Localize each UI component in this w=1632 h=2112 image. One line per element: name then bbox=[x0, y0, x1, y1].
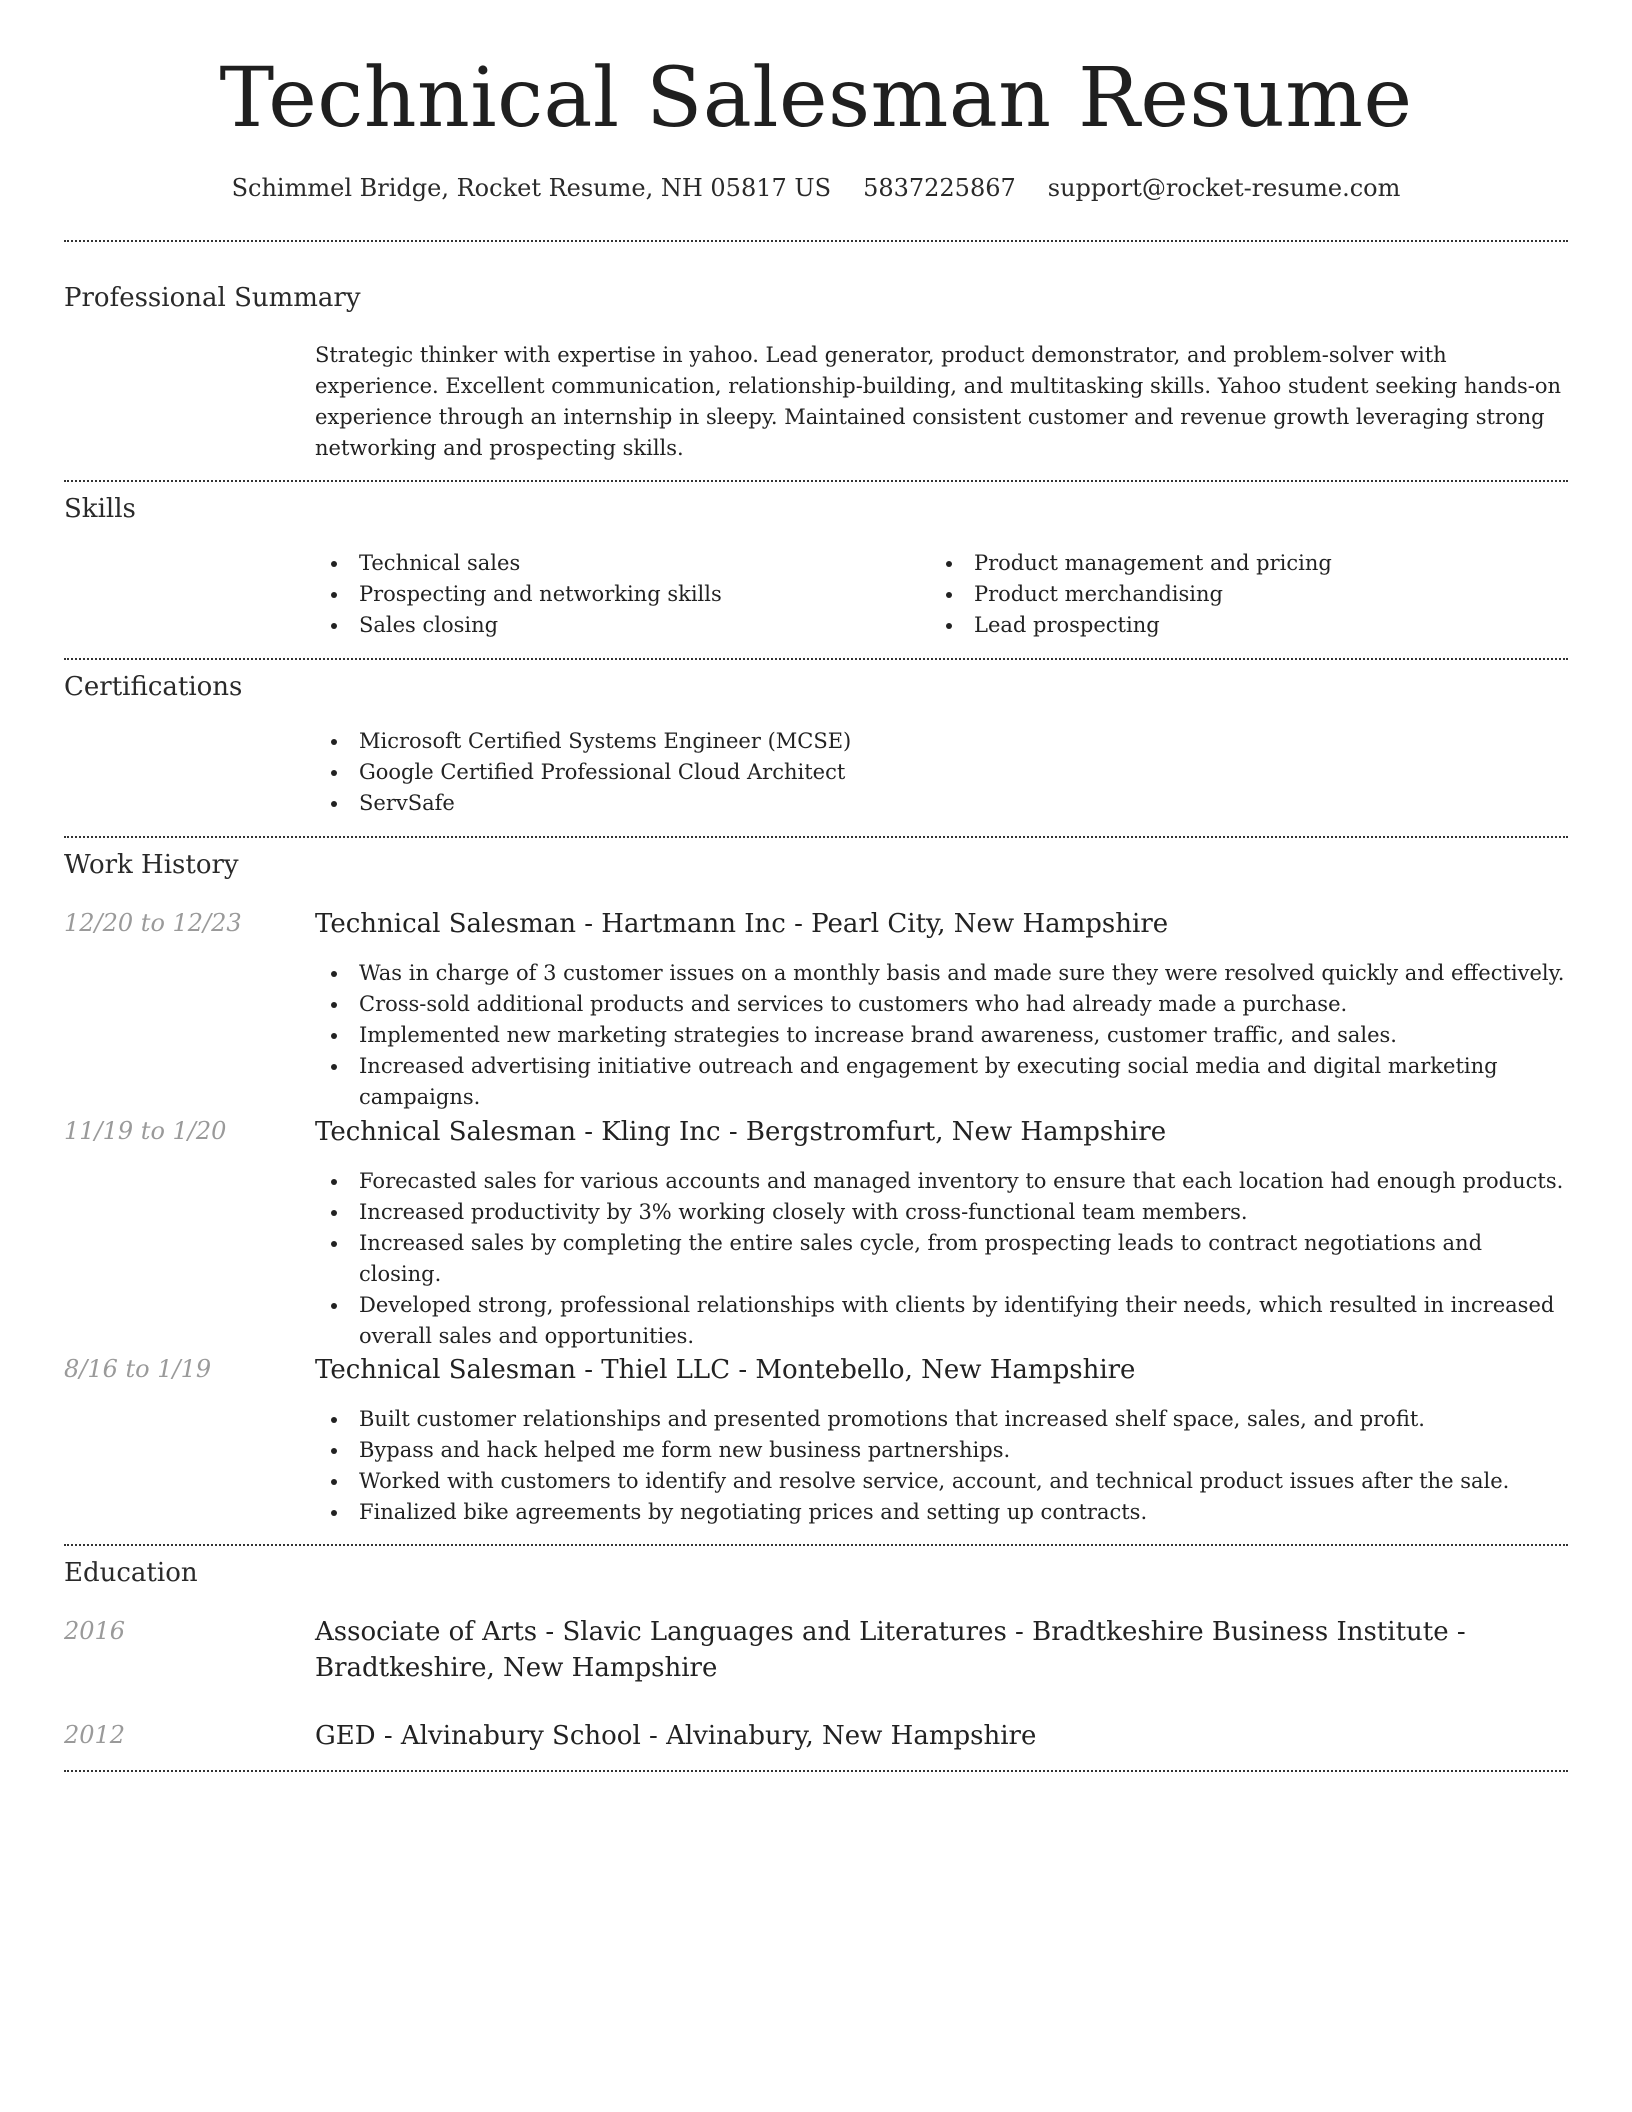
education-heading: Education bbox=[64, 1558, 198, 1588]
job-bullet: Was in charge of 3 customer issues on a monthly basis and made sure they were resolved quickly and effectively. bbox=[315, 958, 1568, 989]
job-bullet: Forecasted sales for various accounts and managed inventory to ensure that each location had enough products. bbox=[315, 1166, 1568, 1197]
job-dates: 11/19 to 1/20 bbox=[64, 1117, 227, 1145]
section-divider bbox=[64, 1544, 1568, 1546]
job-title: Technical Salesman - Thiel LLC - Montebello, New Hampshire bbox=[315, 1355, 1136, 1385]
section-divider bbox=[64, 480, 1568, 482]
education-title: Associate of Arts - Slavic Languages and Literatures - Bradtkeshire Business Institute - Bradtkeshire, New Hampshire bbox=[315, 1617, 1466, 1683]
skills-column-right bbox=[930, 548, 1545, 641]
contact-address: Schimmel Bridge, Rocket Resume, NH 05817 US bbox=[231, 174, 832, 202]
job-title: Technical Salesman - Kling Inc - Bergstromfurt, New Hampshire bbox=[315, 1117, 1167, 1147]
job-bullet: Increased productivity by 3% working closely with cross-functional team members. bbox=[315, 1197, 1568, 1228]
certifications-heading: Certifications bbox=[64, 672, 243, 702]
section-divider bbox=[64, 240, 1568, 242]
contact-email: support@rocket-resume.com bbox=[1047, 174, 1401, 202]
section-divider bbox=[64, 836, 1568, 838]
skill-item: Lead prospecting bbox=[930, 610, 1545, 641]
job-title: Technical Salesman - Hartmann Inc - Pearl City, New Hampshire bbox=[315, 909, 1169, 939]
resume-title: Technical Salesman Resume bbox=[219, 51, 1413, 146]
job-bullet: Increased advertising initiative outreach and engagement by executing social media and digital marketing campaigns. bbox=[315, 1051, 1568, 1113]
job-bullets bbox=[315, 1166, 1568, 1352]
job-bullet: Developed strong, professional relationships with clients by identifying their needs, which resulted in increased overall sales and opportunities. bbox=[315, 1290, 1568, 1352]
skill-item: Prospecting and networking skills bbox=[315, 579, 930, 610]
education-year: 2012 bbox=[64, 1721, 126, 1749]
job-bullet: Bypass and hack helped me form new business partnerships. bbox=[315, 1435, 1568, 1466]
skill-item: Technical sales bbox=[315, 548, 930, 579]
certification-item: Microsoft Certified Systems Engineer (MCSE) bbox=[315, 726, 1568, 757]
job-bullet: Built customer relationships and presented promotions that increased shelf space, sales, and profit. bbox=[315, 1404, 1568, 1435]
education-year: 2016 bbox=[64, 1617, 126, 1645]
job-bullets bbox=[315, 1404, 1568, 1528]
certification-item: ServSafe bbox=[315, 788, 1568, 819]
job-bullet: Implemented new marketing strategies to increase brand awareness, customer traffic, and sales. bbox=[315, 1020, 1568, 1051]
contact-phone: 5837225867 bbox=[863, 174, 1016, 202]
skills-column-left bbox=[315, 548, 930, 641]
job-bullet: Worked with customers to identify and resolve service, account, and technical product issues after the sale. bbox=[315, 1466, 1568, 1497]
skill-item: Product merchandising bbox=[930, 579, 1545, 610]
job-bullet: Cross-sold additional products and services to customers who had already made a purchase. bbox=[315, 989, 1568, 1020]
job-bullet: Increased sales by completing the entire sales cycle, from prospecting leads to contract negotiations and closing. bbox=[315, 1228, 1568, 1290]
education-title: GED - Alvinabury School - Alvinabury, New Hampshire bbox=[315, 1721, 1037, 1751]
job-bullets bbox=[315, 958, 1568, 1113]
skills-heading: Skills bbox=[64, 494, 136, 524]
certification-item: Google Certified Professional Cloud Architect bbox=[315, 757, 1568, 788]
skills-list bbox=[315, 548, 1568, 641]
certifications-list bbox=[315, 726, 1568, 819]
job-bullet: Finalized bike agreements by negotiating prices and setting up contracts. bbox=[315, 1497, 1568, 1528]
section-divider bbox=[64, 1770, 1568, 1772]
section-divider bbox=[64, 658, 1568, 660]
summary-text: Strategic thinker with expertise in yahoo. Lead generator, product demonstrator, and problem-solver with experience. Excellent communication, relationship-building, and multitasking skills. Yahoo student seeking hands-on experience through an internship in sleepy. Maintained consistent customer and revenue growth leveraging strong networking and prospecting skills. bbox=[315, 343, 1561, 460]
contact-line bbox=[0, 173, 1632, 204]
skill-item: Sales closing bbox=[315, 610, 930, 641]
summary-heading: Professional Summary bbox=[64, 283, 361, 313]
job-dates: 8/16 to 1/19 bbox=[64, 1355, 212, 1383]
work-history-heading: Work History bbox=[64, 850, 239, 880]
job-dates: 12/20 to 12/23 bbox=[64, 909, 242, 937]
skill-item: Product management and pricing bbox=[930, 548, 1545, 579]
